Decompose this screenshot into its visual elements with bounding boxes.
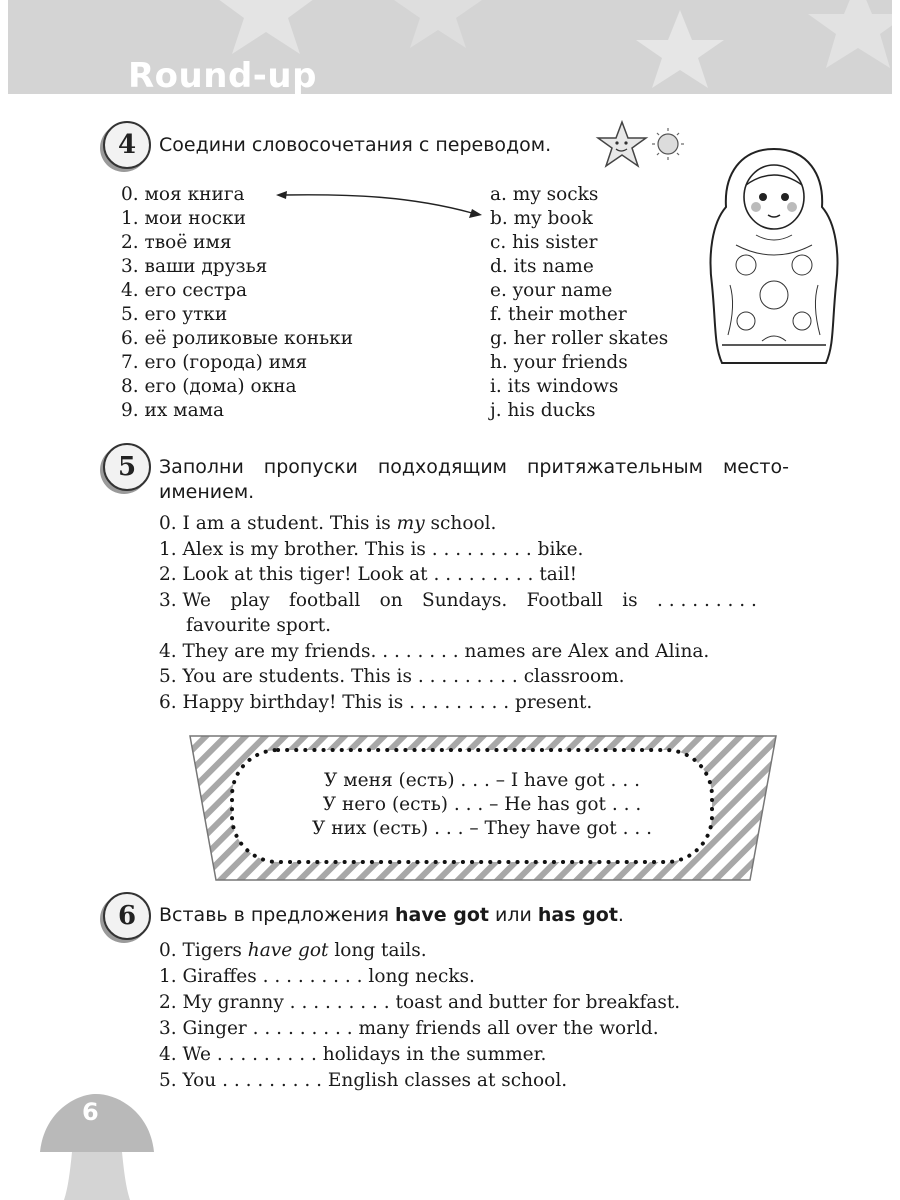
instruction-word: место- — [722, 456, 789, 478]
exercise-6-sentences — [159, 940, 680, 1096]
sentence-1: 1. Alex is my brother. This is . . . . . . . . . bike. — [159, 538, 584, 560]
list-item: 8. его (дома) окна — [121, 376, 297, 397]
sentence-1: 1. Giraffes . . . . . . . . . long necks. — [159, 966, 475, 987]
list-item: b. my book — [490, 208, 593, 229]
list-item: e. your name — [490, 280, 613, 301]
list-item: 2. твоё имя — [121, 232, 232, 253]
list-item: 5. его утки — [121, 304, 228, 325]
list-item: j. his ducks — [490, 400, 596, 421]
list-item: 4. его сестра — [121, 280, 247, 301]
list-item: 6. её роликовые коньки — [121, 328, 354, 349]
matryoshka-doll-icon — [706, 145, 842, 371]
list-item: g. her roller skates — [490, 328, 669, 349]
instruction-word: притяжательным — [527, 456, 703, 478]
list-item: c. his sister — [490, 232, 598, 253]
rule-line-2: У него (есть) . . . – He has got . . . — [322, 794, 642, 815]
list-item: f. their mother — [490, 304, 627, 325]
list-item: d. its name — [490, 256, 594, 277]
exercise-4-right-list — [490, 183, 668, 423]
exercise-5-sentences — [159, 513, 757, 717]
sentence-5: 5. You . . . . . . . . . English classes at school. — [159, 1070, 568, 1091]
exercise-5-number: 5 — [103, 443, 151, 491]
sentence-0: 0. Tigers have got long tails. — [159, 940, 427, 961]
exercise-4-number: 4 — [103, 121, 151, 169]
instruction-word: подходящим — [377, 456, 508, 478]
match-arrow-icon — [270, 186, 490, 222]
rule-line-1: У меня (есть) . . . – I have got . . . — [324, 770, 640, 791]
instruction-word: пропуски — [263, 456, 358, 478]
rule-line-3: У них (есть) . . . – They have got . . . — [311, 818, 653, 839]
star-and-sun-icon — [592, 116, 692, 176]
list-item: 1. мои носки — [121, 208, 246, 229]
list-item: h. your friends — [490, 352, 628, 373]
sentence-4: 4. They are my friends. . . . . . . . names are Alex and Alina. — [159, 640, 710, 662]
instruction-word: Заполни — [159, 456, 244, 478]
list-item: 3. ваши друзья — [121, 256, 268, 277]
sentence-3-continued: favourite sport. — [186, 615, 332, 636]
sentence-3: 3. Ginger . . . . . . . . . many friends all over the world. — [159, 1018, 659, 1039]
list-item: i. its windows — [490, 376, 619, 397]
list-item: 9. их мама — [121, 400, 225, 421]
sentence-4: 4. We . . . . . . . . . holidays in the summer. — [159, 1044, 547, 1065]
rule-box-text — [232, 769, 732, 841]
sentence-5: 5. You are students. This is . . . . . . . . . classroom. — [159, 666, 625, 687]
exercise-6-instruction: Вставь в предложения have got или has got. — [159, 904, 624, 926]
header-banner — [8, 0, 892, 94]
sentence-0: 0. I am a student. This is my school. — [159, 513, 497, 534]
sentence-3: 3. We play football on Sundays. Football is . . . . . . . . . — [159, 589, 757, 611]
list-item: 7. его (города) имя — [121, 352, 308, 373]
sentence-2: 2. My granny . . . . . . . . . toast and butter for breakfast. — [159, 992, 681, 1013]
list-item: 0. моя книга — [121, 184, 245, 205]
instruction-line-2: имением. — [159, 481, 255, 503]
sentence-2: 2. Look at this tiger! Look at . . . . . . . . . tail! — [159, 564, 578, 585]
page-title: Round-up — [128, 56, 317, 94]
list-item: a. my socks — [490, 184, 599, 205]
sentence-6: 6. Happy birthday! This is . . . . . . . . . present. — [159, 691, 593, 713]
exercise-5-instruction — [159, 455, 789, 505]
exercise-6-number: 6 — [103, 892, 151, 940]
page-number: 6 — [82, 1098, 99, 1126]
exercise-4-instruction: Соедини словосочетания с переводом. — [159, 134, 552, 156]
